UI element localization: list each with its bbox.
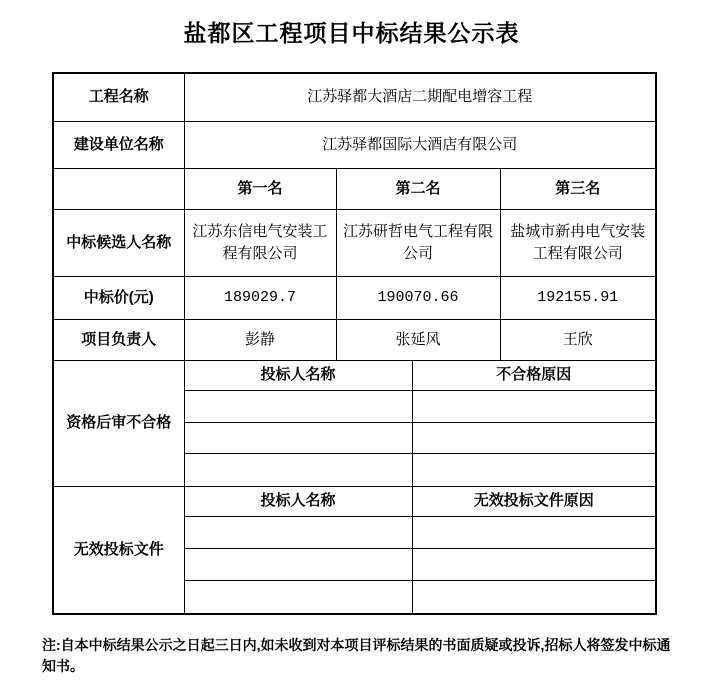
rank-second-header: 第二名	[336, 168, 500, 209]
empty-cell	[53, 168, 184, 209]
empty-cell	[412, 516, 656, 548]
project-manager-1: 彭静	[184, 319, 336, 360]
empty-cell	[412, 422, 656, 453]
disqualified-header-row	[53, 360, 656, 390]
invalid-bids-section-label: 无效投标文件	[53, 486, 184, 614]
project-manager-3: 王欣	[500, 319, 656, 360]
bid-price-2: 190070.66	[336, 276, 500, 319]
bid-price-label: 中标价(元)	[53, 276, 184, 319]
empty-cell	[184, 422, 412, 453]
candidates-label: 中标候选人名称	[53, 209, 184, 276]
owner-name-label: 建设单位名称	[53, 121, 184, 168]
project-manager-label: 项目负责人	[53, 319, 184, 360]
owner-name-row	[53, 121, 656, 168]
rank-third-header: 第三名	[500, 168, 656, 209]
empty-cell	[184, 453, 412, 486]
empty-cell	[412, 453, 656, 486]
empty-cell	[184, 390, 412, 422]
invalid-bids-reason-header: 无效投标文件原因	[412, 486, 656, 516]
project-name-label: 工程名称	[53, 73, 184, 121]
empty-cell	[184, 580, 412, 614]
candidate-3: 盐城市新冉电气安装工程有限公司	[500, 209, 656, 276]
invalid-bids-bidder-header: 投标人名称	[184, 486, 412, 516]
candidate-2: 江苏研哲电气工程有限公司	[336, 209, 500, 276]
empty-cell	[412, 548, 656, 580]
empty-cell	[412, 580, 656, 614]
rank-header-row	[53, 168, 656, 209]
project-name-row	[53, 73, 656, 121]
rank-first-header: 第一名	[184, 168, 336, 209]
disqualified-section-label: 资格后审不合格	[53, 360, 184, 486]
empty-cell	[184, 548, 412, 580]
candidate-1: 江苏东信电气安装工程有限公司	[184, 209, 336, 276]
project-manager-row	[53, 319, 656, 360]
bid-results-table	[52, 72, 657, 615]
owner-name-value: 江苏驿都国际大酒店有限公司	[184, 121, 656, 168]
disqualified-reason-header: 不合格原因	[412, 360, 656, 390]
empty-cell	[184, 516, 412, 548]
bid-price-3: 192155.91	[500, 276, 656, 319]
bid-price-1: 189029.7	[184, 276, 336, 319]
empty-cell	[412, 390, 656, 422]
bid-price-row	[53, 276, 656, 319]
invalid-bids-header-row	[53, 486, 656, 516]
disqualified-bidder-header: 投标人名称	[184, 360, 412, 390]
project-manager-2: 张延风	[336, 319, 500, 360]
project-name-value: 江苏驿都大酒店二期配电增容工程	[184, 73, 656, 121]
footnote: 注:自本中标结果公示之日起三日内,如未收到对本项目评标结果的书面质疑或投诉,招标人将签发中标通知书。	[42, 637, 671, 674]
page-title: 盐都区工程项目中标结果公示表	[183, 20, 520, 46]
candidates-row	[53, 209, 656, 276]
